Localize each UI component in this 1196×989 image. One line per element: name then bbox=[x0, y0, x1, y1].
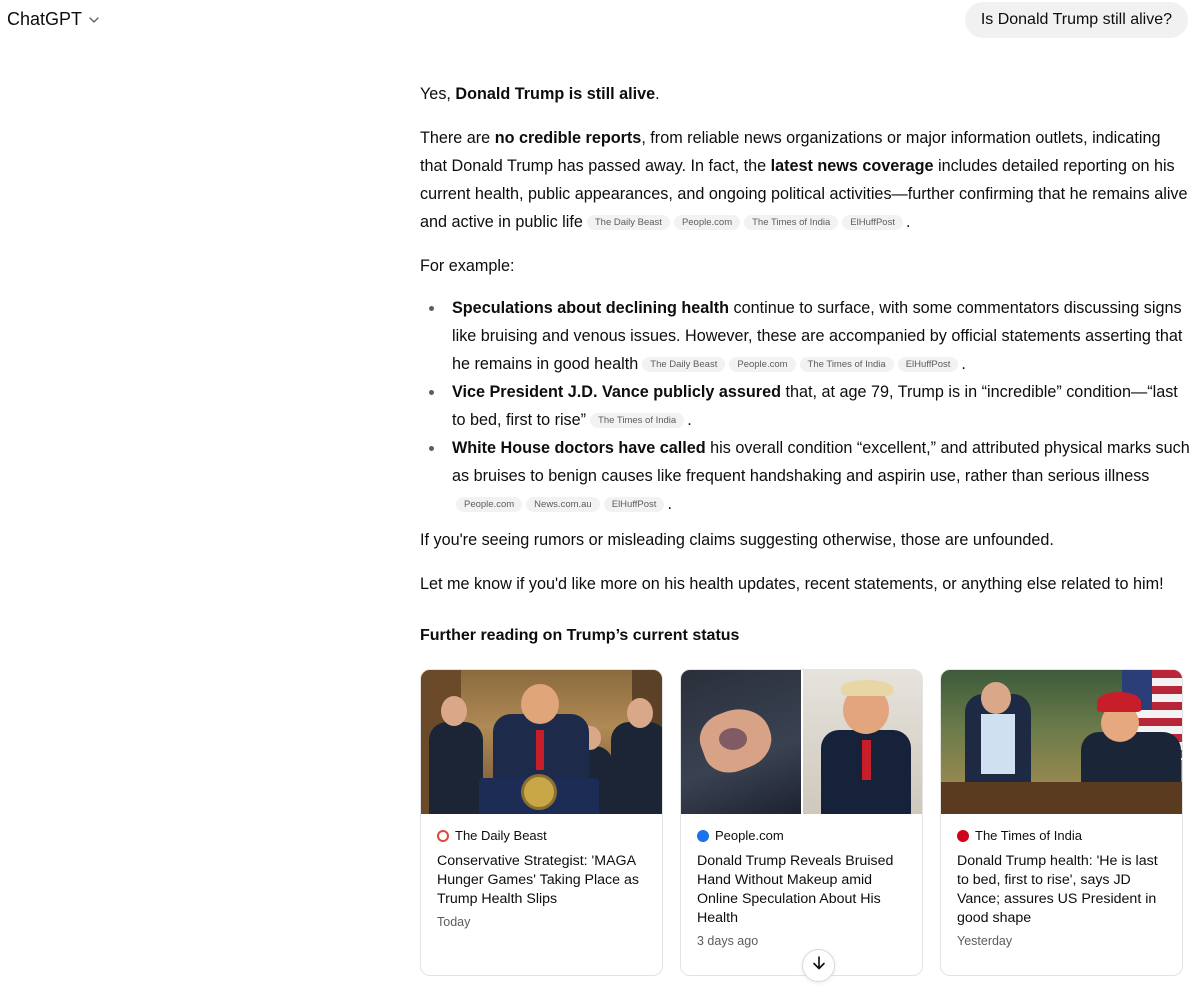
citation-chip[interactable]: The Times of India bbox=[800, 357, 894, 372]
daily-beast-favicon-icon bbox=[437, 830, 449, 842]
news-card[interactable] bbox=[940, 669, 1183, 976]
bullet-list bbox=[420, 294, 1190, 518]
bold-text: Donald Trump is still alive bbox=[455, 85, 656, 103]
bold-text: latest news coverage bbox=[770, 157, 934, 175]
bold-text: Vice President J.D. Vance publicly assured bbox=[452, 383, 781, 401]
bold-text: Speculations about declining health bbox=[452, 299, 730, 317]
further-reading-title: Further reading on Trump’s current status bbox=[420, 627, 740, 644]
citation-chip[interactable]: The Daily Beast bbox=[587, 215, 670, 230]
text: includes detailed reporting on his current health, public appearances, and ongoing political activities—further confirming that he remains alive and active in public life bbox=[420, 157, 1188, 231]
citation-chip[interactable]: The Times of India bbox=[744, 215, 838, 230]
citation-chip[interactable]: ElHuffPost bbox=[842, 215, 903, 230]
app-title: ChatGPT bbox=[7, 9, 83, 29]
list-item bbox=[420, 434, 1190, 518]
paragraph-4: If you're seeing rumors or misleading claims suggesting otherwise, those are unfounded. bbox=[420, 531, 1054, 549]
text: . bbox=[961, 355, 966, 373]
news-cards bbox=[420, 669, 1183, 976]
citation-chip[interactable]: The Times of India bbox=[590, 413, 684, 428]
paragraph-1 bbox=[420, 80, 1190, 108]
arrow-down-icon bbox=[811, 955, 827, 976]
model-selector[interactable] bbox=[7, 9, 100, 30]
user-message-bubble bbox=[965, 2, 1188, 38]
paragraph-2 bbox=[420, 124, 1190, 236]
list-item bbox=[420, 294, 1190, 378]
text: There are bbox=[420, 129, 495, 147]
news-thumbnail bbox=[421, 670, 662, 814]
citation-chip[interactable]: News.com.au bbox=[526, 497, 600, 512]
text: . bbox=[655, 85, 660, 103]
chevron-down-icon bbox=[88, 14, 100, 26]
people-favicon-icon bbox=[697, 830, 709, 842]
text: Yes, bbox=[420, 85, 456, 103]
citation-chip[interactable]: ElHuffPost bbox=[898, 357, 959, 372]
news-title: Donald Trump health: 'He is last to bed, first to rise', says JD Vance; assures US President in good shape bbox=[957, 853, 1158, 926]
text: his overall condition “excellent,” and attributed physical marks such as bruises to benign causes like frequent handshaking and aspirin use, rather than serious illness bbox=[452, 439, 1190, 485]
user-message-text: Is Donald Trump still alive? bbox=[980, 11, 1172, 28]
citation-chip[interactable]: ElHuffPost bbox=[604, 497, 665, 512]
news-date: 3 days ago bbox=[697, 934, 759, 948]
news-date: Today bbox=[437, 915, 471, 929]
news-date: Yesterday bbox=[957, 934, 1013, 948]
text: , from reliable news organizations or major information outlets, indicating that Donald Trump has passed away. In fact, the bbox=[420, 129, 1161, 175]
text: . bbox=[905, 213, 911, 231]
text: continue to surface, with some commentators discussing signs like bruising and venous issues. However, these are accompanied by official statements asserting that he remains in good health bbox=[452, 299, 1183, 373]
news-source: The Times of India bbox=[975, 828, 1082, 843]
citation-chip[interactable]: People.com bbox=[674, 215, 740, 230]
bold-text: White House doctors have called bbox=[452, 439, 706, 457]
times-of-india-favicon-icon bbox=[957, 830, 969, 842]
scroll-to-bottom-button[interactable] bbox=[802, 949, 835, 982]
news-source: People.com bbox=[715, 828, 784, 843]
news-card[interactable] bbox=[420, 669, 663, 976]
paragraph-3: For example: bbox=[420, 257, 515, 275]
citation-chip[interactable]: People.com bbox=[456, 497, 522, 512]
bold-text: no credible reports bbox=[494, 129, 642, 147]
news-thumbnail bbox=[681, 670, 922, 814]
news-title: Conservative Strategist: 'MAGA Hunger Games' Taking Place as Trump Health Slips bbox=[437, 853, 639, 907]
list-item bbox=[420, 378, 1190, 434]
assistant-response bbox=[420, 80, 1190, 614]
news-title: Donald Trump Reveals Bruised Hand Without Makeup amid Online Speculation About His Health bbox=[697, 853, 894, 926]
paragraph-5: Let me know if you'd like more on his health updates, recent statements, or anything else related to him! bbox=[420, 575, 1164, 593]
news-source: The Daily Beast bbox=[455, 828, 547, 843]
news-thumbnail bbox=[941, 670, 1182, 814]
text: . bbox=[667, 495, 672, 513]
text: that, at age 79, Trump is in “incredible” condition—“last to bed, first to rise” bbox=[452, 383, 1178, 429]
citation-chip[interactable]: The Daily Beast bbox=[642, 357, 725, 372]
text: . bbox=[687, 411, 692, 429]
citation-chip[interactable]: People.com bbox=[729, 357, 795, 372]
news-card[interactable] bbox=[680, 669, 923, 976]
